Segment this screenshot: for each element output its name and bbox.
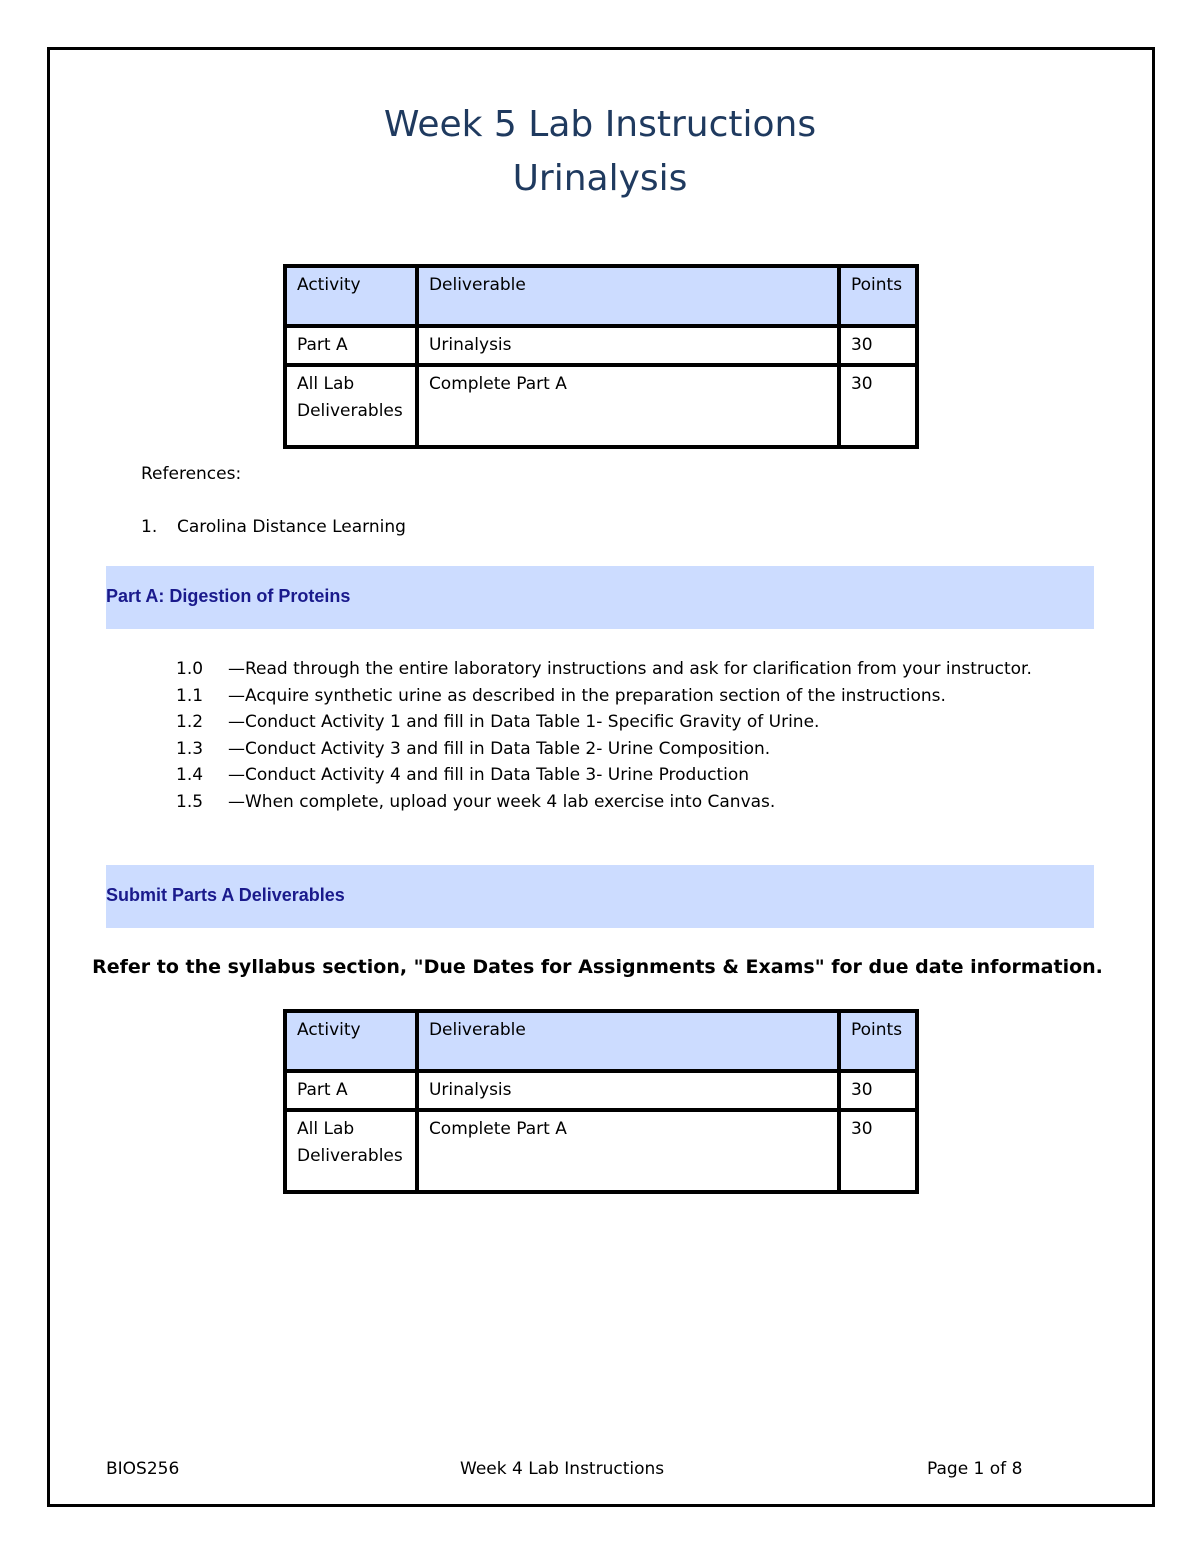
due-date-note: Refer to the syllabus section, "Due Dates for Assignments & Exams" for due date information.: [92, 956, 1103, 978]
header-points: Points: [839, 266, 917, 326]
reference-number: 1.: [141, 517, 158, 537]
cell-points: 30: [839, 1110, 917, 1192]
header-points: Points: [839, 1011, 917, 1071]
footer-course-code: BIOS256: [106, 1459, 180, 1479]
step-number: 1.4: [176, 765, 204, 785]
step-number: 1.3: [176, 738, 204, 759]
section-heading: Part A: Digestion of Proteins: [106, 586, 351, 606]
cell-deliverable: Urinalysis: [417, 1071, 839, 1110]
list-item: [176, 709, 1032, 736]
list-item: [176, 789, 1032, 816]
section-header-submit: [106, 865, 1094, 928]
step-text: —Conduct Activity 3 and fill in Data Table 2- Urine Composition.: [228, 738, 771, 759]
deliverables-table-top: [283, 264, 919, 449]
deliverables-table-bottom: [283, 1009, 919, 1194]
list-item: [176, 762, 1032, 789]
step-number: 1.2: [176, 712, 204, 732]
cell-deliverable: Urinalysis: [417, 326, 839, 365]
cell-activity: All Lab Deliverables: [285, 365, 417, 447]
list-item: [176, 736, 1032, 763]
table-row: [285, 1110, 917, 1192]
cell-activity: Part A: [285, 326, 417, 365]
table-header-row: [285, 1011, 917, 1071]
cell-deliverable: Complete Part A: [417, 1110, 839, 1192]
step-list: [176, 656, 1032, 815]
references-label: References:: [141, 464, 242, 484]
step-text: —Conduct Activity 4 and fill in Data Table 3- Urine Production: [228, 765, 750, 785]
table-row: [285, 326, 917, 365]
footer-page-number: Page 1 of 8: [927, 1459, 1023, 1479]
step-number: 1.5: [176, 791, 204, 812]
page-title: Week 5 Lab Instructions: [383, 104, 817, 145]
section-heading: Submit Parts A Deliverables: [106, 885, 345, 905]
step-text: —When complete, upload your week 4 lab exercise into Canvas.: [228, 791, 776, 812]
table-header-row: [285, 266, 917, 326]
cell-activity: All Lab Deliverables: [285, 1110, 417, 1192]
header-activity: Activity: [285, 1011, 417, 1071]
reference-item: [141, 517, 406, 537]
reference-text: Carolina Distance Learning: [177, 517, 406, 537]
header-activity: Activity: [285, 266, 417, 326]
cell-deliverable: Complete Part A: [417, 365, 839, 447]
cell-points: 30: [839, 365, 917, 447]
cell-points: 30: [839, 326, 917, 365]
header-deliverable: Deliverable: [417, 266, 839, 326]
step-text: —Read through the entire laboratory instructions and ask for clarification from your instructor.: [228, 659, 1032, 679]
cell-points: 30: [839, 1071, 917, 1110]
section-header-part-a: [106, 566, 1094, 629]
step-text: —Acquire synthetic urine as described in the preparation section of the instructions.: [228, 685, 946, 706]
list-item: [176, 656, 1032, 683]
table-row: [285, 1071, 917, 1110]
step-number: 1.0: [176, 659, 204, 679]
list-item: [176, 683, 1032, 710]
footer-document-title: Week 4 Lab Instructions: [460, 1459, 665, 1479]
table-row: [285, 365, 917, 447]
step-number: 1.1: [176, 685, 204, 706]
cell-activity: Part A: [285, 1071, 417, 1110]
header-deliverable: Deliverable: [417, 1011, 839, 1071]
step-text: —Conduct Activity 1 and fill in Data Table 1- Specific Gravity of Urine.: [228, 712, 820, 732]
page-subtitle: Urinalysis: [512, 158, 688, 199]
